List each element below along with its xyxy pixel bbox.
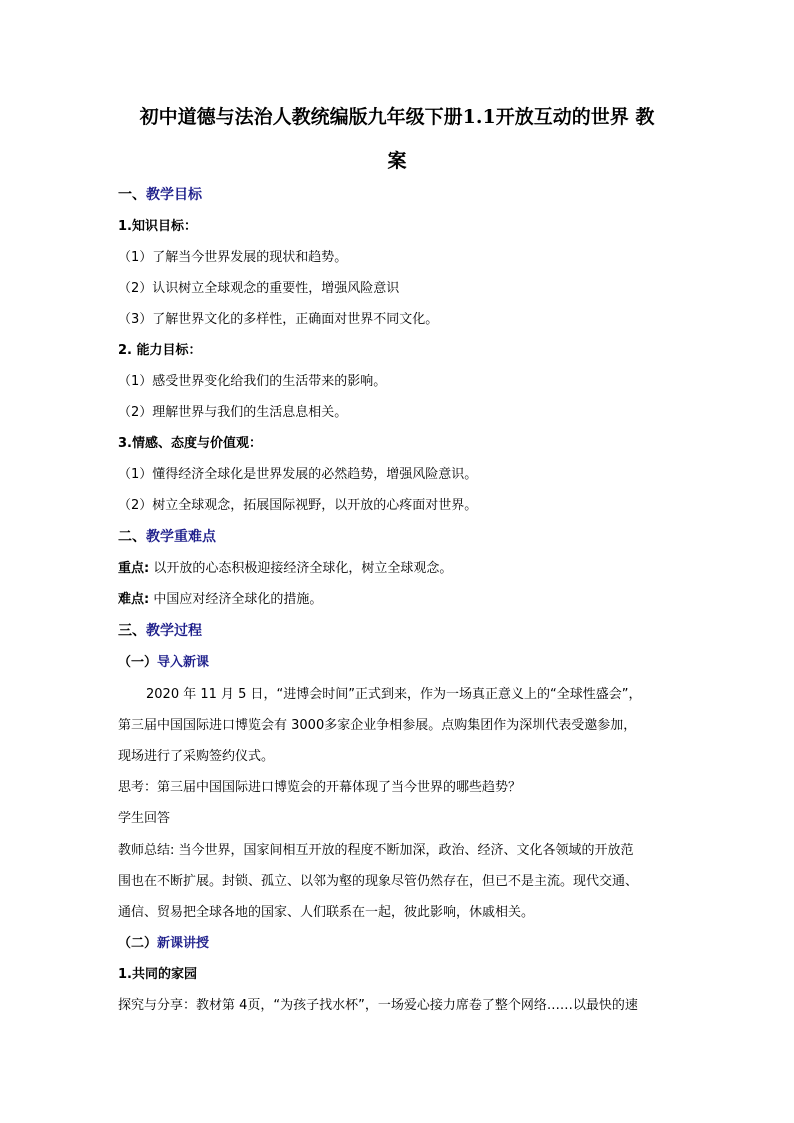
list-item: （2）树立全球观念，拓展国际视野，以开放的心疼面对世界。 [118, 498, 478, 513]
list-item: （2）理解世界与我们的生活息息相关。 [118, 405, 348, 420]
list-item: （3）了解世界文化的多样性，正确面对世界不同文化。 [118, 312, 439, 327]
list-item: （1）懂得经济全球化是世界发展的必然趋势，增强风险意识。 [118, 467, 478, 482]
summary-line: 围也在不断扩展。封锁、孤立、以邻为壑的现象尽管仍然存在，但已不是主流。现代交通、 [118, 874, 639, 889]
section-heading-keypoints: 二、教学重难点 [118, 529, 216, 545]
subheading-intro: （一）导入新课 [118, 655, 210, 670]
section-heading-process: 三、教学过程 [118, 623, 202, 639]
paragraph-line: 2020 年 11 月 5 日，“进博会时间”正式到来，作为一场真正意义上的“全球性盛会”， [146, 687, 642, 702]
subheading-knowledge: 1.知识目标： [118, 219, 197, 234]
paragraph-line: 现场进行了采购签约仪式。 [118, 749, 275, 764]
student-answer: 学生回答 [118, 811, 171, 826]
section-heading-objectives: 一、教学目标 [118, 187, 202, 203]
question-text: 思考：第三届中国国际进口博览会的开幕体现了当今世界的哪些趋势？ [118, 780, 522, 795]
list-item: （1）了解当今世界发展的现状和趋势。 [118, 250, 348, 265]
list-item: （2）认识树立全球观念的重要性，增强风险意识 [118, 281, 400, 296]
explore-text: 探究与分享：教材第 4页，“为孩子找水杯”，一场爱心接力席卷了整个网络……以最快的速 [118, 998, 638, 1013]
document-title [110, 95, 684, 183]
title-line-2: 案 [387, 150, 407, 172]
key-point: 重点: 以开放的心态积极迎接经济全球化，树立全球观念。 [118, 561, 453, 576]
title-line-1: 初中道德与法治人教统编版九年级下册1.1开放互动的世界 教 [139, 106, 655, 128]
paragraph-line: 第三届中国国际进口博览会有 3000多家企业争相参展。点购集团作为深圳代表受邀参加， [118, 718, 637, 733]
subheading-ability: 2. 能力目标： [118, 343, 202, 358]
list-item: （1）感受世界变化给我们的生活带来的影响。 [118, 374, 387, 389]
summary-line: 通信、贸易把全球各地的国家、人们联系在一起，彼此影响，休戚相关。 [118, 905, 535, 920]
subheading-new-lesson: （二）新课讲授 [118, 936, 210, 951]
difficult-point: 难点: 中国应对经济全球化的措施。 [118, 592, 323, 607]
subheading-attitude: 3.情感、态度与价值观： [118, 436, 262, 451]
summary-line: 教师总结: 当今世界，国家间相互开放的程度不断加深，政治、经济、文化各领域的开放范 [118, 843, 634, 858]
subheading-common-home: 1.共同的家园 [118, 967, 197, 982]
